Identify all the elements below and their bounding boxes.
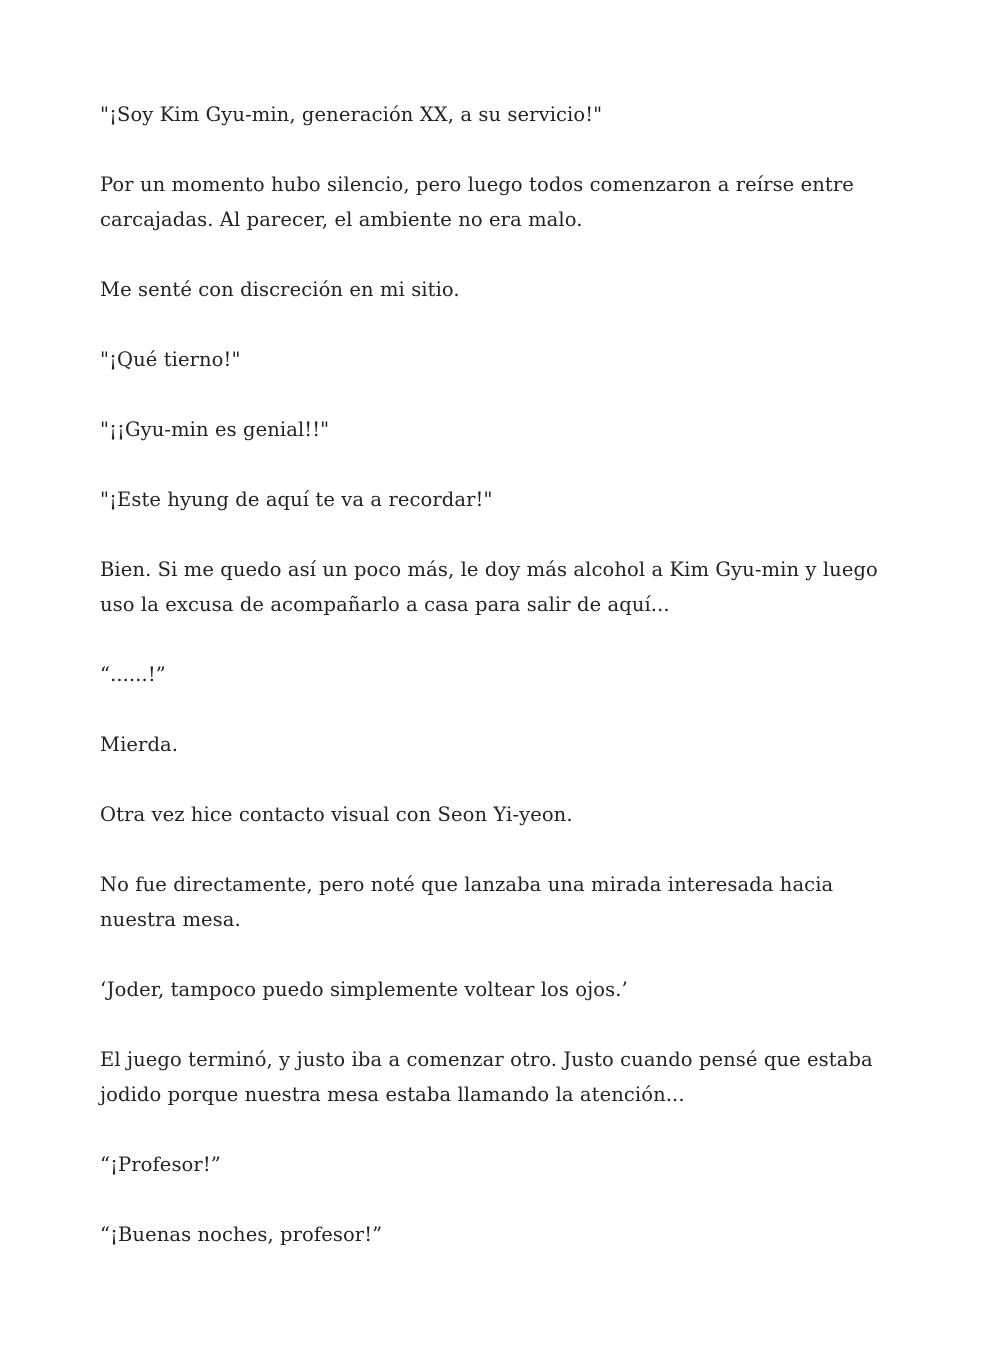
paragraph: Me senté con discreción en mi sitio.	[100, 278, 460, 301]
paragraph: “¡Buenas noches, profesor!”	[100, 1223, 383, 1246]
paragraph: No fue directamente, pero noté que lanzaba una mirada interesada hacia nuestra mesa.	[100, 873, 834, 931]
paragraph: Mierda.	[100, 733, 179, 756]
paragraph: "¡¡Gyu-min es genial!!"	[100, 418, 330, 441]
paragraph: Bien. Si me quedo así un poco más, le doy más alcohol a Kim Gyu-min y luego uso la excusa de acompañarlo a casa para salir de aquí...	[100, 558, 878, 616]
paragraph: "¡Soy Kim Gyu-min, generación XX, a su servicio!"	[100, 103, 603, 126]
paragraph: “......!”	[100, 663, 166, 686]
paragraph: "¡Este hyung de aquí te va a recordar!"	[100, 488, 493, 511]
paragraph: Otra vez hice contacto visual con Seon Yi-yeon.	[100, 803, 573, 826]
paragraph: "¡Qué tierno!"	[100, 348, 241, 371]
paragraph: ‘Joder, tampoco puedo simplemente voltear los ojos.’	[100, 978, 628, 1001]
paragraph: Por un momento hubo silencio, pero luego todos comenzaron a reírse entre carcajadas. Al parecer, el ambiente no era malo.	[100, 173, 854, 231]
paragraph: “¡Profesor!”	[100, 1153, 221, 1176]
paragraph: El juego terminó, y justo iba a comenzar otro. Justo cuando pensé que estaba jodido porque nuestra mesa estaba llamando la atención...	[100, 1048, 873, 1106]
